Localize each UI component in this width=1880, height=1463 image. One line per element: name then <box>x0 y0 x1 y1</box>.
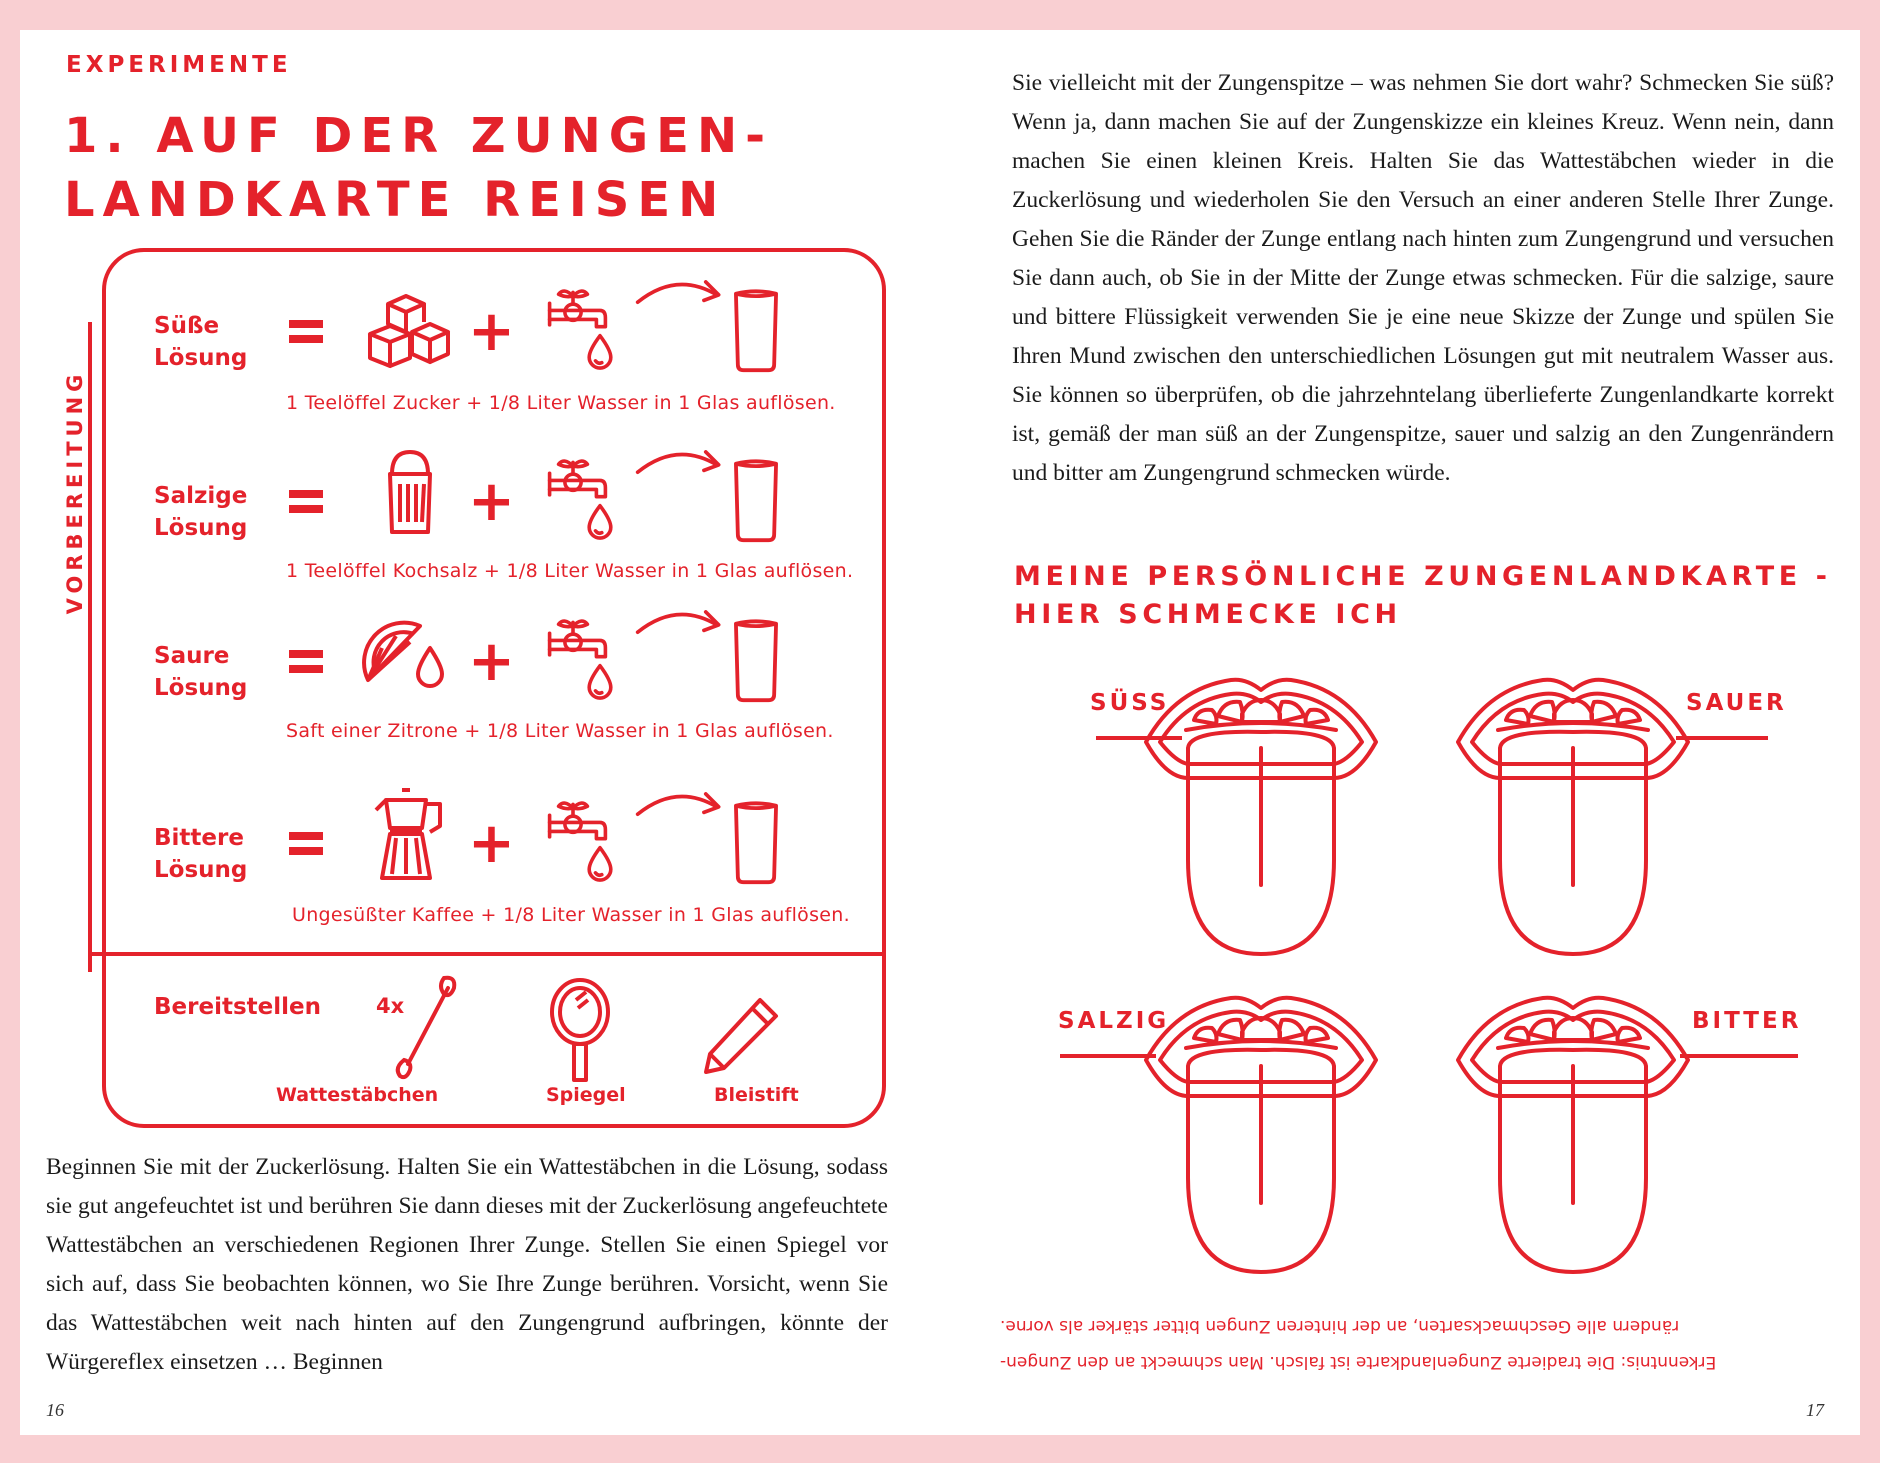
tongue-sketch-sour[interactable] <box>1448 670 1698 960</box>
recipe-row-salty <box>106 444 886 594</box>
glass-icon <box>732 458 780 544</box>
panel-divider <box>88 952 886 956</box>
plus-sign: + <box>468 299 515 364</box>
right-page <box>960 30 1860 1435</box>
recipe-label <box>154 310 284 374</box>
recipe-label <box>154 480 284 544</box>
recipe-label-line: Saure <box>154 643 230 669</box>
recipe-row-bitter <box>106 786 886 936</box>
water-tap-icon <box>546 794 618 886</box>
recipe-row-sour <box>106 604 886 754</box>
recipe-caption: 1 Teelöffel Kochsalz + 1/8 Liter Wasser in 1 Glas auflösen. <box>286 560 854 582</box>
title-line-2: LANDKARTE REISEN <box>64 172 727 228</box>
vertical-label: VORBEREITUNG <box>63 369 87 615</box>
mirror-icon <box>548 976 612 1084</box>
tongue-label-bitter: BITTER <box>1692 1008 1802 1034</box>
answer-line-1: Erkenntnis: Die tradierte Zungenlandkarte ist falsch. Man schmeckt an den Zungen- <box>1000 1352 1717 1372</box>
recipe-caption: Saft einer Zitrone + 1/8 Liter Wasser in 1 Glas auflösen. <box>286 720 834 742</box>
equals-sign <box>289 490 323 520</box>
salt-shaker-icon <box>382 448 438 538</box>
recipe-row-sweet <box>106 274 886 424</box>
tools-count: 4x <box>376 994 405 1018</box>
pencil-icon <box>700 994 782 1076</box>
recipe-label-line: Süße <box>154 313 220 339</box>
preparation-panel <box>63 248 886 1128</box>
moka-pot-icon <box>368 786 452 882</box>
tongue-sketch-sweet[interactable] <box>1136 670 1386 960</box>
equals-sign <box>289 650 323 680</box>
plus-sign: + <box>468 629 515 694</box>
recipe-label-line: Lösung <box>154 345 248 371</box>
arrow-icon <box>634 604 726 642</box>
vertical-label-wrap <box>60 342 90 642</box>
recipe-caption: 1 Teelöffel Zucker + 1/8 Liter Wasser in 1 Glas auflösen. <box>286 392 836 414</box>
tongue-label-sweet: SÜSS <box>1090 690 1170 716</box>
arrow-icon <box>634 274 726 312</box>
recipe-label <box>154 640 284 704</box>
tongue-map-title <box>1014 558 1832 634</box>
water-tap-icon <box>546 282 618 374</box>
recipe-label-line: Salzige <box>154 483 248 509</box>
lemon-slice-icon <box>360 614 452 698</box>
plus-sign: + <box>468 469 515 534</box>
recipe-label-line: Lösung <box>154 857 248 883</box>
arrow-icon <box>634 786 726 824</box>
equals-sign <box>289 832 323 862</box>
tongue-sketch-bitter[interactable] <box>1448 988 1698 1278</box>
glass-icon <box>732 618 780 704</box>
left-page <box>20 30 960 1435</box>
page-number-left: 16 <box>46 1400 64 1420</box>
tool-label-mirror: Spiegel <box>546 1084 626 1106</box>
sugar-cubes-icon <box>366 288 452 374</box>
equals-sign <box>289 320 323 350</box>
water-tap-icon <box>546 612 618 704</box>
map-title-line-2: HIER SCHMECKE ICH <box>1014 599 1402 630</box>
water-tap-icon <box>546 452 618 544</box>
tool-label-swab: Wattestäbchen <box>276 1084 439 1106</box>
tongue-label-sour: SAUER <box>1686 690 1787 716</box>
map-title-line-1: MEINE PERSÖNLICHE ZUNGENLANDKARTE - <box>1014 561 1832 592</box>
tool-label-pencil: Bleistift <box>714 1084 799 1106</box>
upside-down-answer <box>1000 1308 1810 1380</box>
recipe-label-line: Bittere <box>154 825 244 851</box>
recipe-label <box>154 822 284 886</box>
recipe-caption: Ungesüßter Kaffee + 1/8 Liter Wasser in 1 Glas auflösen. <box>292 904 850 926</box>
cotton-swab-icon <box>392 974 462 1084</box>
body-text-left: Beginnen Sie mit der Zuckerlösung. Halten Sie ein Wattestäbchen in die Lösung, sodass sie gut angefeuchtet ist und berühren Sie dann dieses mit der Zuckerlösung angefeuchtete Wattestäbchen an verschiedenen Regionen Ihrer Zunge. Stellen Sie einen Spiegel vor sich auf, dass Sie beobachten können, wo Sie Ihre Zunge berühren. Vorsicht, wenn Sie das Wattestäbchen weit nach hinten auf den Zungengrund aufbringen, könnte der Würgereflex einsetzen … Beginnen <box>46 1154 888 1375</box>
recipe-label-line: Lösung <box>154 515 248 541</box>
plus-sign: + <box>468 811 515 876</box>
recipe-label-line: Lösung <box>154 675 248 701</box>
glass-icon <box>732 288 780 374</box>
page-title <box>64 104 773 232</box>
title-line-1: 1. AUF DER ZUNGEN- <box>64 108 774 164</box>
body-text-right: Sie vielleicht mit der Zungenspitze – was nehmen Sie dort wahr? Schmecken Sie süß? Wenn ja, dann machen Sie auf der Zungenskizze ein kleines Kreuz. Wenn nein, dann machen Sie einen kleinen Kreis. Halten Sie das Wattestäbchen wieder in die Zuckerlösung und wiederholen Sie den Versuch an einer anderen Stelle Ihrer Zunge. Gehen Sie die Ränder der Zunge entlang nach hinten zum Zungengrund und versuchen Sie dann auch, ob Sie in der Mitte der Zunge etwas schmecken. Für die salzige, saure und bittere Flüssigkeit verwenden Sie je eine neue Skizze der Zunge und spülen Sie Ihren Mund zwischen den unterschiedlichen Lösungen gut mit neutralem Wasser aus. Sie können so überprüfen, ob die jahrzehntelang überlieferte Zungenlandkarte korrekt ist, gemäß der man süß an der Zungenspitze, sauer und salzig an den Zungenrändern und bitter am Zungengrund schmecken würde. <box>1012 70 1834 486</box>
tongue-label-salty: SALZIG <box>1058 1008 1170 1034</box>
tongue-sketch-salty[interactable] <box>1136 988 1386 1278</box>
page-number-right: 17 <box>1806 1400 1824 1420</box>
answer-line-2: rändern alle Geschmacksarten, an der hinteren Zungen bitter stärker als vorne. <box>1000 1316 1680 1336</box>
tools-title: Bereitstellen <box>154 994 321 1020</box>
glass-icon <box>732 800 780 886</box>
arrow-icon <box>634 444 726 482</box>
section-label: EXPERIMENTE <box>66 52 292 78</box>
